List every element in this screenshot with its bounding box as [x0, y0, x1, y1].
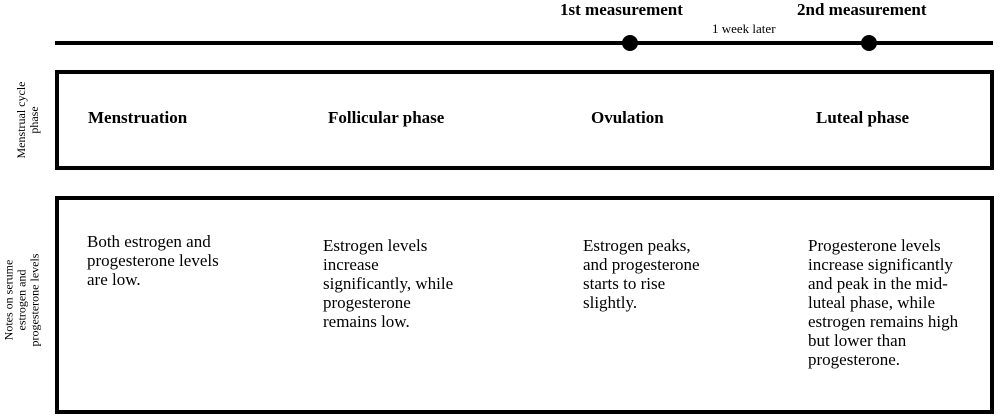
phase-row-label-line: phase [27, 106, 41, 134]
note-line: progesterone levels [87, 251, 219, 270]
note-line: remains low. [323, 312, 410, 331]
phase-follicular: Follicular phase [328, 108, 445, 127]
interval-label: 1 week later [712, 21, 776, 36]
note-line: and peak in the mid- [808, 274, 948, 293]
phase-row-label [15, 82, 41, 159]
note-line: are low. [87, 270, 141, 289]
note-line: estrogen remains high [808, 312, 959, 331]
measurement-1-label: 1st measurement [560, 0, 683, 19]
note-line: increase [323, 255, 379, 274]
note-line: starts to rise [583, 274, 666, 293]
phase-luteal: Luteal phase [816, 108, 910, 127]
phase-menstruation: Menstruation [88, 108, 188, 127]
measurement-2-label: 2nd measurement [797, 0, 927, 19]
note-menstruation [87, 232, 277, 289]
phase-ovulation: Ovulation [591, 108, 664, 127]
note-line: and progesterone [583, 255, 700, 274]
note-line: significantly, while [323, 274, 454, 293]
measurement-1-marker [622, 35, 638, 51]
note-line: luteal phase, while [808, 293, 935, 312]
note-line: but lower than [808, 331, 907, 350]
note-line: increase significantly [808, 255, 953, 274]
note-line: Estrogen peaks, [583, 236, 691, 255]
notes-row-label-line: progesterone levels [27, 253, 42, 347]
timeline-axis [55, 41, 993, 45]
note-luteal [808, 236, 978, 369]
phase-row-label-line: Menstrual cycle [14, 81, 28, 159]
notes-row-label-line: Notes on serume [1, 259, 16, 341]
note-line: Both estrogen and [87, 232, 211, 251]
measurement-2-marker [861, 35, 877, 51]
note-follicular [323, 236, 493, 331]
note-line: slightly. [583, 293, 638, 312]
notes-row-label [3, 254, 42, 347]
note-line: progesterone. [808, 350, 901, 369]
notes-row-label-line: estrogen and [14, 269, 29, 331]
note-ovulation [583, 236, 743, 312]
note-line: progesterone [323, 293, 411, 312]
note-line: Progesterone levels [808, 236, 941, 255]
note-line: Estrogen levels [323, 236, 428, 255]
